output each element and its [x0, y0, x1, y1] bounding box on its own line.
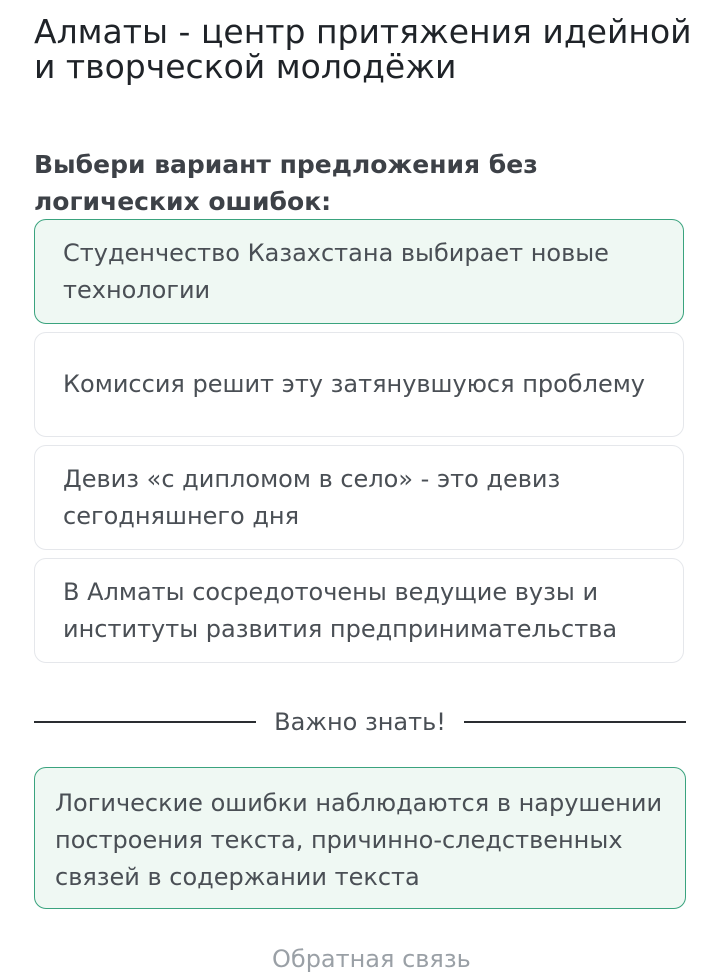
- divider-line-left: [34, 721, 256, 723]
- answer-option-label: В Алматы сосредоточены ведущие вузы и институты развития предпринимательства: [63, 577, 618, 643]
- important-info-text: Логические ошибки наблюдаются в нарушении построения текста, причинно-следственных связей в содержании текста: [55, 789, 663, 891]
- feedback-link-partial[interactable]: Обратная связь: [272, 945, 471, 973]
- answer-option-label: Девиз «с дипломом в село» - это девиз сегодняшнего дня: [63, 464, 561, 530]
- question-prompt: Выбери вариант предложения без логических ошибок:: [34, 150, 538, 216]
- important-divider: [34, 700, 686, 744]
- answer-option-label: Студенчество Казахстана выбирает новые технологии: [63, 238, 609, 304]
- answer-option-3[interactable]: [34, 445, 684, 550]
- page-title: Алматы - центр притяжения идейной и творческой молодёжи: [34, 12, 692, 86]
- answer-option-1[interactable]: [34, 219, 684, 324]
- important-heading: Важно знать!: [274, 708, 446, 736]
- important-info-box: [34, 767, 686, 909]
- answer-option-label: Комиссия решит эту затянувшуюся проблему: [63, 370, 646, 398]
- answer-option-2[interactable]: [34, 332, 684, 437]
- divider-line-right: [464, 721, 686, 723]
- answer-option-4[interactable]: [34, 558, 684, 663]
